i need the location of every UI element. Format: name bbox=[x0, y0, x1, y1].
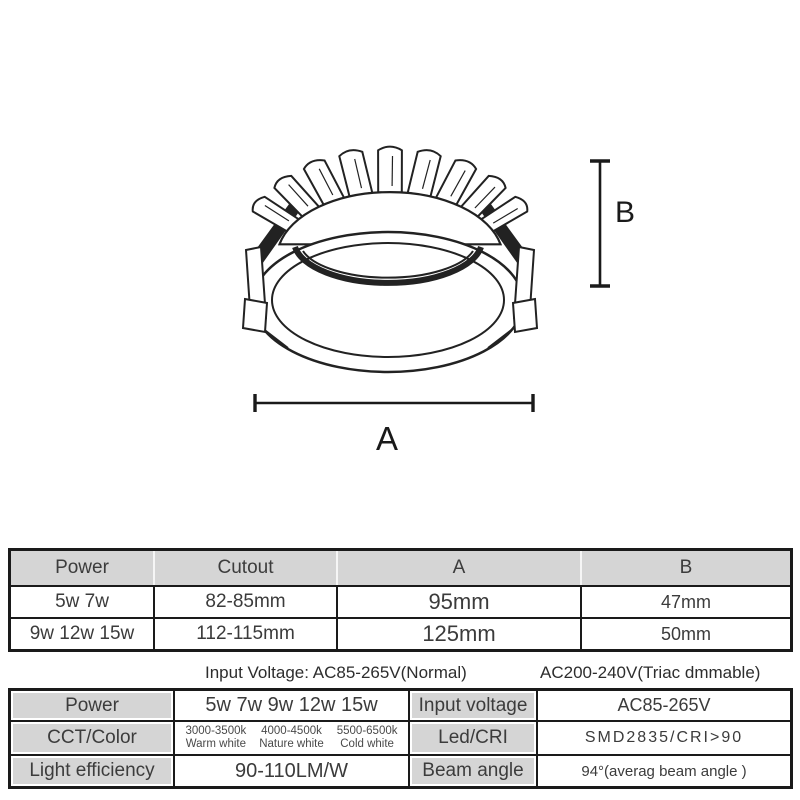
size-col-power: Power bbox=[11, 551, 153, 585]
spec-label-light-efficiency: Light efficiency bbox=[11, 754, 173, 786]
spec-label-cct: CCT/Color bbox=[11, 720, 173, 754]
cct-nature-white: 4000-4500k Nature white bbox=[259, 725, 324, 750]
spec-label-input-voltage: Input voltage bbox=[408, 691, 536, 720]
spec-value-beam-angle: 94°(averag beam angle ) bbox=[536, 754, 790, 786]
size-r2-b: 50mm bbox=[580, 617, 790, 649]
size-col-cutout: Cutout bbox=[153, 551, 336, 585]
dimension-label-b: B bbox=[615, 196, 636, 229]
spec-label-beam-angle: Beam angle bbox=[408, 754, 536, 786]
size-r2-cutout: 112-115mm bbox=[153, 617, 336, 649]
size-r2-power: 9w 12w 15w bbox=[11, 617, 153, 649]
spec-label-power: Power bbox=[11, 691, 173, 720]
input-voltage-note bbox=[0, 660, 800, 686]
size-r1-cutout: 82-85mm bbox=[153, 585, 336, 617]
dimension-line-b bbox=[590, 161, 610, 286]
size-r1-b: 47mm bbox=[580, 585, 790, 617]
voltage-note-dimmable: AC200-240V(Triac dmmable) bbox=[540, 663, 761, 682]
size-r1-a: 95mm bbox=[336, 585, 580, 617]
size-col-a: A bbox=[336, 551, 580, 585]
spec-label-led-cri: Led/CRI bbox=[408, 720, 536, 754]
spec-value-light-efficiency: 90-110LM/W bbox=[173, 754, 408, 786]
size-table bbox=[8, 548, 793, 652]
cct-warm-white: 3000-3500k Warm white bbox=[185, 725, 247, 750]
cct-cold-white: 5500-6500k Cold white bbox=[336, 725, 398, 750]
voltage-note-normal: Input Voltage: AC85-265V(Normal) bbox=[205, 663, 467, 682]
size-col-b: B bbox=[580, 551, 790, 585]
spec-value-cct bbox=[173, 720, 408, 754]
spec-value-input-voltage: AC85-265V bbox=[536, 691, 790, 720]
size-r1-power: 5w 7w bbox=[11, 585, 153, 617]
downlight-fixture-illustration bbox=[243, 147, 537, 372]
dimension-label-a: A bbox=[375, 420, 399, 457]
dimension-line-a bbox=[255, 394, 533, 412]
size-r2-a: 125mm bbox=[336, 617, 580, 649]
spec-value-power: 5w 7w 9w 12w 15w bbox=[173, 691, 408, 720]
spec-value-led-cri: SMD2835/CRI>90 bbox=[536, 720, 790, 754]
spec-table bbox=[8, 688, 793, 789]
